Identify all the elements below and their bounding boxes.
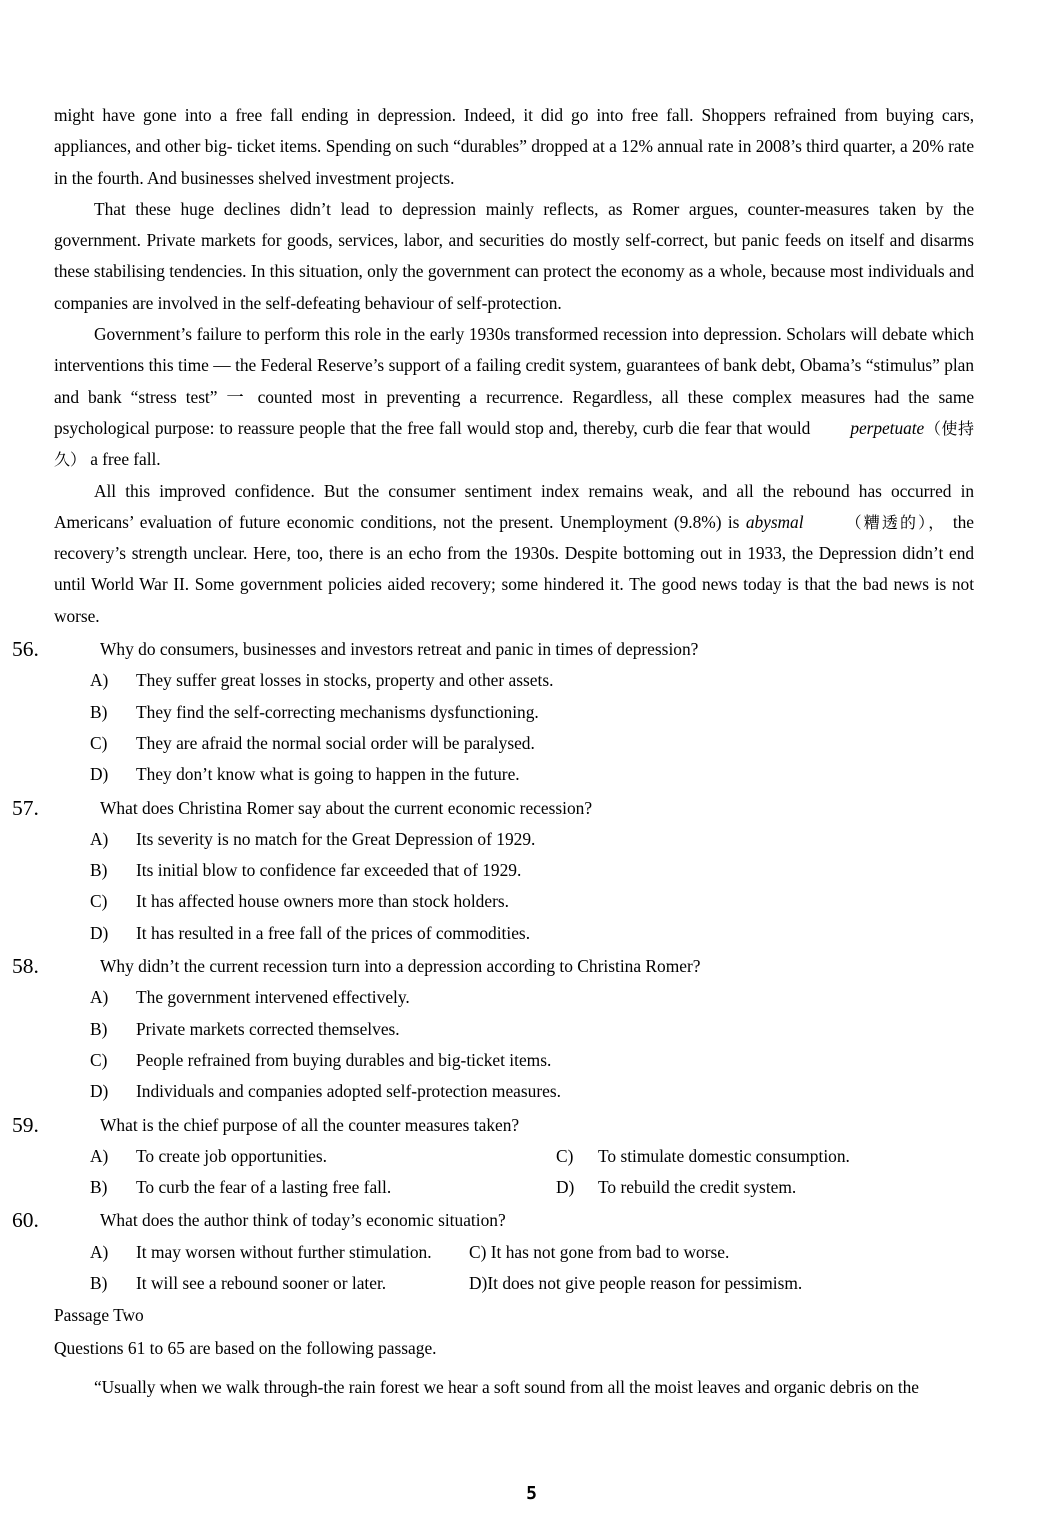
question-60-option-d[interactable]: D)It does not give people reason for pessimism. xyxy=(469,1272,803,1293)
question-57-option-a[interactable] xyxy=(54,824,974,855)
option-text: It has affected house owners more than stock holders. xyxy=(136,891,509,912)
paragraph-4 xyxy=(54,476,974,632)
glossed-word-abysmal: abysmal xyxy=(745,511,804,532)
question-60-row-bd xyxy=(54,1268,974,1299)
option-text: Individuals and companies adopted self-protection measures. xyxy=(136,1081,561,1102)
paragraph-1: might have gone into a free fall ending in depression. Indeed, it did go into free fall. Shoppers refrained from buying cars, appliances, and other big- ticket items. Spending on such “durables” dropped at a 12% annual rate in 2008’s third quarter, a 20% rate in the fourth. And businesses shelved investment projects. xyxy=(54,105,974,188)
question-59-option-d[interactable]: To rebuild the credit system. xyxy=(598,1177,797,1198)
question-58-stem: Why didn’t the current recession turn into a depression according to Christina Romer? xyxy=(100,956,701,977)
question-59-row-bd xyxy=(54,1172,974,1203)
question-58 xyxy=(12,951,974,1107)
page-number: 5 xyxy=(526,1483,537,1504)
question-56 xyxy=(12,634,974,790)
question-58-option-b[interactable] xyxy=(54,1014,974,1045)
option-text: Private markets corrected themselves. xyxy=(136,1018,400,1039)
option-text: Its severity is no match for the Great Depression of 1929. xyxy=(136,828,536,849)
paragraph-3-tail: a free fall. xyxy=(90,449,161,470)
question-58-option-d[interactable] xyxy=(54,1076,974,1107)
question-57 xyxy=(12,793,974,949)
question-56-option-d[interactable] xyxy=(54,759,974,790)
option-text: The government intervened effectively. xyxy=(136,987,410,1008)
option-letter: C) xyxy=(90,732,108,753)
option-text: It has resulted in a free fall of the prices of commodities. xyxy=(136,922,531,943)
question-59-stem-line xyxy=(12,1110,974,1141)
question-58-number: 58. xyxy=(12,954,39,979)
chinese-gloss-abysmal: （糟透的）， xyxy=(843,512,947,532)
question-56-stem: Why do consumers, businesses and investors retreat and panic in times of depression? xyxy=(100,639,699,660)
question-59-option-b[interactable]: To curb the fear of a lasting free fall. xyxy=(136,1177,392,1198)
option-letter: A) xyxy=(90,987,109,1008)
option-letter: A) xyxy=(90,828,109,849)
option-letter: B) xyxy=(90,1177,108,1198)
option-text: They suffer great losses in stocks, property and other assets. xyxy=(136,670,554,691)
question-60-option-b[interactable]: It will see a rebound sooner or later. xyxy=(136,1272,387,1293)
question-57-number: 57. xyxy=(12,795,39,820)
option-letter: B) xyxy=(90,1018,108,1039)
option-letter: B) xyxy=(90,860,108,881)
option-text: They are afraid the normal social order will be paralysed. xyxy=(136,732,535,753)
question-60-stem-line xyxy=(12,1205,974,1236)
passage-two-instruction: Questions 61 to 65 are based on the following passage. xyxy=(54,1337,437,1358)
question-60-stem: What does the author think of today’s economic situation? xyxy=(100,1210,506,1231)
option-text: They find the self-correcting mechanisms dysfunctioning. xyxy=(136,701,539,722)
question-57-option-d[interactable] xyxy=(54,918,974,949)
option-letter: C) xyxy=(90,891,108,912)
option-text: They don’t know what is going to happen in the future. xyxy=(136,764,520,785)
option-letter: D) xyxy=(556,1177,575,1198)
question-57-option-c[interactable] xyxy=(54,886,974,917)
option-letter: C) xyxy=(556,1145,574,1166)
option-letter: D) xyxy=(90,1081,109,1102)
option-letter: C) xyxy=(90,1049,108,1070)
question-58-option-a[interactable] xyxy=(54,982,974,1013)
question-57-option-b[interactable] xyxy=(54,855,974,886)
option-letter: B) xyxy=(90,701,108,722)
question-58-stem-line xyxy=(12,951,974,982)
option-letter: A) xyxy=(90,1241,109,1262)
option-text: Its initial blow to confidence far exceeded that of 1929. xyxy=(136,860,522,881)
option-text: People refrained from buying durables and big-ticket items. xyxy=(136,1049,552,1070)
option-letter: D) xyxy=(90,764,109,785)
question-60-option-c[interactable]: C) It has not gone from bad to worse. xyxy=(469,1241,730,1262)
question-58-option-c[interactable] xyxy=(54,1045,974,1076)
paragraph-4-text-b: the recovery’s strength unclear. Here, too, there is an echo from the 1930s. Despite bottoming out in 1933, the Depression didn’t end until World War II. Some government policies aided recovery; some hindered it. The good news today is that the bad news is not worse. xyxy=(54,511,974,626)
question-59-number: 59. xyxy=(12,1112,39,1137)
question-59-option-c[interactable]: To stimulate domestic consumption. xyxy=(598,1145,850,1166)
option-letter: B) xyxy=(90,1272,108,1293)
question-59-row-ac xyxy=(54,1141,974,1172)
question-59 xyxy=(12,1110,974,1204)
question-56-number: 56. xyxy=(12,637,39,662)
question-60-number: 60. xyxy=(12,1208,39,1233)
question-59-stem: What is the chief purpose of all the counter measures taken? xyxy=(100,1114,520,1135)
option-letter: A) xyxy=(90,1145,109,1166)
page-content xyxy=(12,100,974,1403)
question-60 xyxy=(12,1205,974,1299)
option-letter: D) xyxy=(90,922,109,943)
paragraph-3 xyxy=(54,319,974,475)
paragraph-2: That these huge declines didn’t lead to depression mainly reflects, as Romer argues, counter-measures taken by the government. Private markets for goods, services, labor, and securities do mostly self-correct, but panic feeds on itself and disarms these stabilising tendencies. In this situation, only the government can protect the economy as a whole, because most individuals and companies are involved in the self-defeating behaviour of self-protection. xyxy=(54,198,974,313)
paragraph-4-text-a: All this improved confidence. But the consumer sentiment index remains weak, and all the rebound has occurred in Americans’ evaluation of future economic conditions, not the present. Unemployment (9.8%) is xyxy=(54,480,974,532)
question-56-option-b[interactable] xyxy=(54,697,974,728)
question-56-option-c[interactable] xyxy=(54,728,974,759)
question-60-row-ac xyxy=(54,1237,974,1268)
question-57-stem-line xyxy=(12,793,974,824)
option-letter: A) xyxy=(90,670,109,691)
glossed-word-perpetuate: perpetuate xyxy=(850,417,925,438)
question-57-stem: What does Christina Romer say about the current economic recession? xyxy=(100,797,593,818)
question-56-stem-line xyxy=(12,634,974,665)
question-60-option-a[interactable]: It may worsen without further stimulation. xyxy=(136,1241,432,1262)
question-56-option-a[interactable] xyxy=(54,665,974,696)
passage-two-opening: “Usually when we walk through-the rain forest we hear a soft sound from all the moist leaves and organic debris on the xyxy=(94,1376,919,1397)
passage-two-heading: Passage Two xyxy=(54,1305,144,1326)
paragraph-3-text: Government’s failure to perform this role in the early 1930s transformed recession into depression. Scholars will debate which interventions this time — the Federal Reserve’s support of a failing credit system, guarantees of bank debt, Obama’s “stimulus” plan and bank “stress test” 一 counted most in preventing a recurrence. Regardless, all these complex measures had the same psychological purpose: to reassure people that the free fall would stop and, thereby, curb die fear that would xyxy=(54,324,974,438)
question-59-option-a[interactable]: To create job opportunities. xyxy=(136,1145,327,1166)
chinese-gloss-perpetuate: （使持久） xyxy=(54,418,974,470)
